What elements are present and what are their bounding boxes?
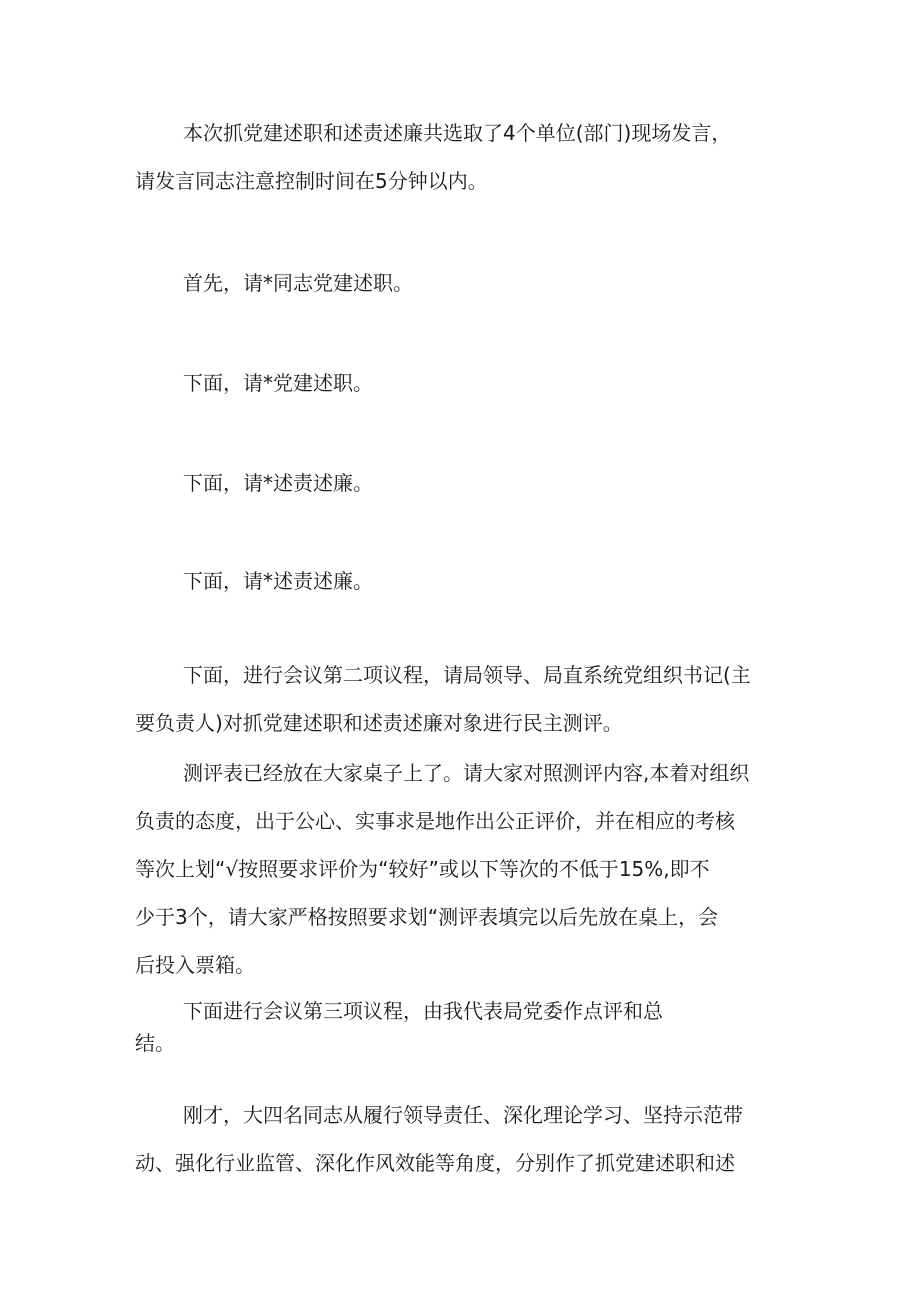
paragraph-5: 下面，请*述责述廉。 (183, 569, 373, 593)
paragraph-6-line-2: 要负责人)对抓党建述职和述责述廉对象进行民主测评。 (135, 711, 623, 735)
paragraph-2: 首先，请*同志党建述职。 (183, 271, 413, 295)
paragraph-8-line-2: 结。 (135, 1031, 175, 1055)
paragraph-8-line-1: 下面进行会议第三项议程，由我代表局党委作点评和总 (183, 999, 663, 1023)
paragraph-1-line-2: 请发言同志注意控制时间在5分钟以内。 (135, 169, 488, 193)
paragraph-9-line-1: 刚才，大四名同志从履行领导责任、深化理论学习、坚持示范带 (183, 1103, 743, 1127)
paragraph-7-line-5: 后投入票箱。 (135, 953, 255, 977)
paragraph-7-line-4: 少于3个，请大家严格按照要求划“测评表填完以后先放在桌上，会 (135, 905, 719, 929)
paragraph-7-line-2: 负责的态度，出于公心、实事求是地作出公正评价，并在相应的考核 (135, 809, 735, 833)
paragraph-4: 下面，请*述责述廉。 (183, 471, 373, 495)
paragraph-3: 下面，请*党建述职。 (183, 371, 373, 395)
paragraph-9-line-2: 动、强化行业监管、深化作风效能等角度，分别作了抓党建述职和述 (135, 1151, 735, 1175)
paragraph-7-line-1: 测评表已经放在大家桌子上了。请大家对照测评内容,本着对组织 (183, 761, 750, 785)
paragraph-7-line-3: 等次上划“√按照要求评价为“较好”或以下等次的不低于15%,即不 (135, 857, 710, 881)
paragraph-6-line-1: 下面，进行会议第二项议程，请局领导、局直系统党组织书记(主 (183, 663, 751, 687)
paragraph-1-line-1: 本次抓党建述职和述责述廉共选取了4个单位(部门)现场发言， (183, 121, 732, 145)
